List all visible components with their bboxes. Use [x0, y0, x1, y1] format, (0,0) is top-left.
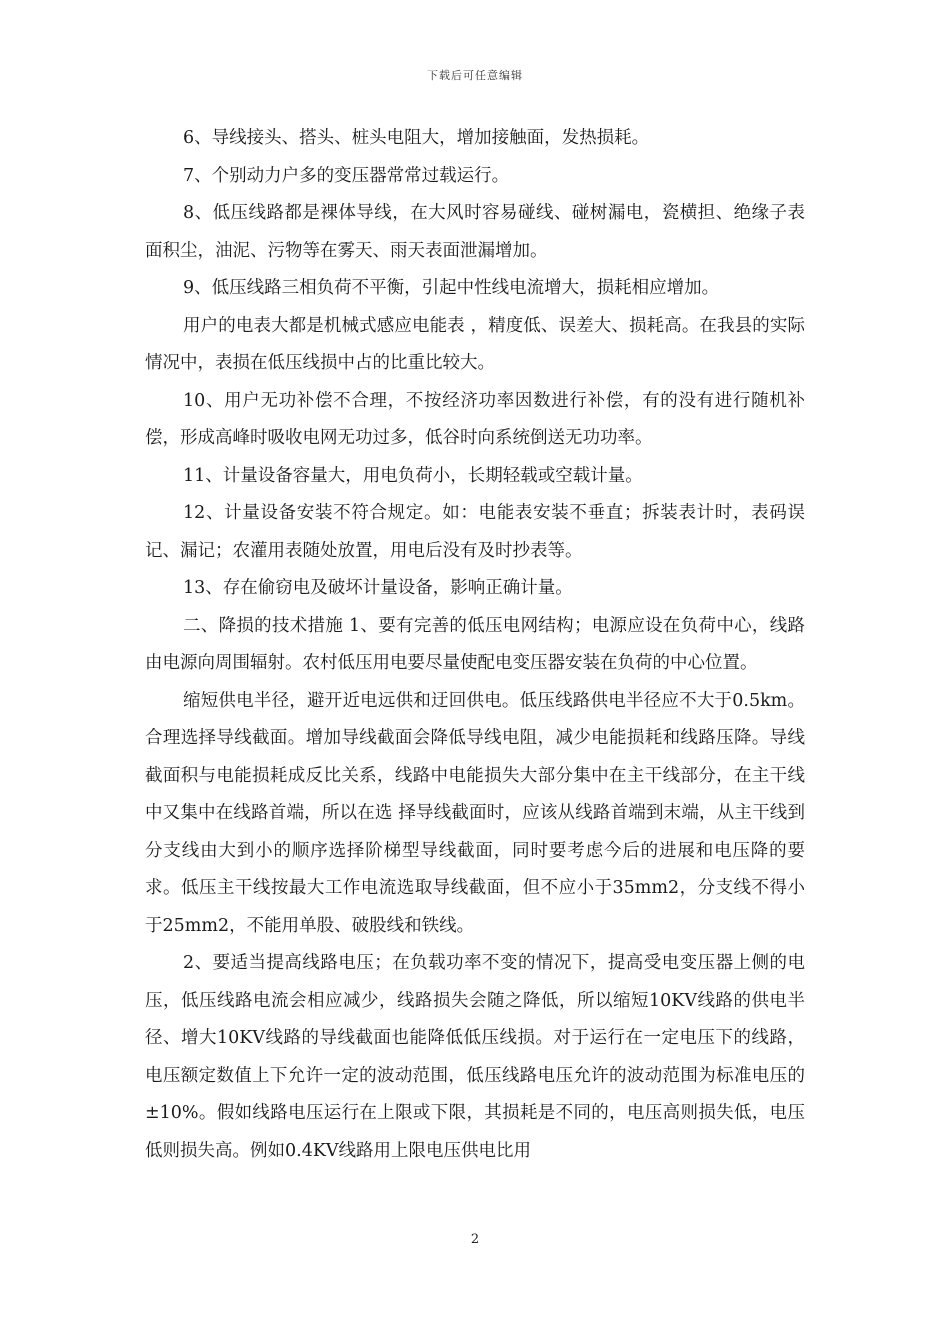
paragraph: 12、计量设备安装不符合规定。如：电能表安装不垂直；拆装表计时，表码误记、漏记；农灌用表随处放置，用电后没有及时抄表等。 — [145, 503, 805, 561]
paragraph: 9、低压线路三相负荷不平衡，引起中性线电流增大，损耗相应增加。 — [183, 278, 720, 298]
page-number: 2 — [470, 1232, 480, 1247]
paragraph: 二、降损的技术措施 1、要有完善的低压电网结构；电源应设在负荷中心，线路由电源向周围辐射。农村低压用电要尽量使配电变压器安装在负荷的中心位置。 — [145, 615, 805, 673]
paragraph: 7、个别动力户多的变压器常常过载运行。 — [183, 165, 510, 186]
paragraph: 缩短供电半径，避开近电远供和迂回供电。低压线路供电半径应不大于0.5km。合理选择导线截面。增加导线截面会降低导线电阻，减少电能损耗和线路压降。导线截面积与电能损耗成反比关系，线路中电能损失大部分集中在主干线部分，在主干线中又集中在线路首端，所以在选 择导线截面时，应该从线路首端到末端，从主干线到分支线由大到小的顺序选择阶梯型导线截面，同时要考虑今后的进展和电压降的要求。低压主干线按最大工作电流选取导线截面，但不应小于35mm2，分支线不得小于25mm2，不能用单股、破股线和铁线。 — [145, 690, 805, 936]
document-body — [145, 120, 805, 1170]
page-header: 下载后可任意编辑 — [427, 69, 523, 82]
paragraph: 2、要适当提高线路电压；在负载功率不变的情况下，提高受电变压器上侧的电压，低压线路电流会相应减少，线路损失会随之降低，所以缩短10KV线路的供电半径、增大10KV线路的导线截面也能降低低压线损。对于运行在一定电压下的线路，电压额定数值上下允许一定的波动范围，低压线路电压允许的波动范围为标准电压的±10%。假如线路电压运行在上限或下限，其损耗是不同的，电压高则损失低，电压低则损失高。例如0.4KV线路用上限电压供电比用 — [145, 953, 805, 1161]
paragraph: 8、低压线路都是裸体导线，在大风时容易碰线、碰树漏电，瓷横担、绝缘子表面积尘，油泥、污物等在雾天、雨天表面泄漏增加。 — [145, 203, 805, 261]
paragraph: 6、导线接头、搭头、桩头电阻大，增加接触面，发热损耗。 — [183, 128, 650, 148]
paragraph: 13、存在偷窃电及破坏计量设备，影响正确计量。 — [183, 578, 573, 598]
paragraph: 用户的电表大都是机械式感应电能表 ，精度低、误差大、损耗高。在我县的实际情况中，表损在低压线损中占的比重比较大。 — [145, 315, 805, 373]
paragraph: 10、用户无功补偿不合理，不按经济功率因数进行补偿，有的没有进行随机补偿，形成高峰时吸收电网无功过多，低谷时向系统倒送无功功率。 — [145, 390, 805, 448]
paragraph: 11、计量设备容量大，用电负荷小，长期轻载或空载计量。 — [183, 465, 643, 486]
